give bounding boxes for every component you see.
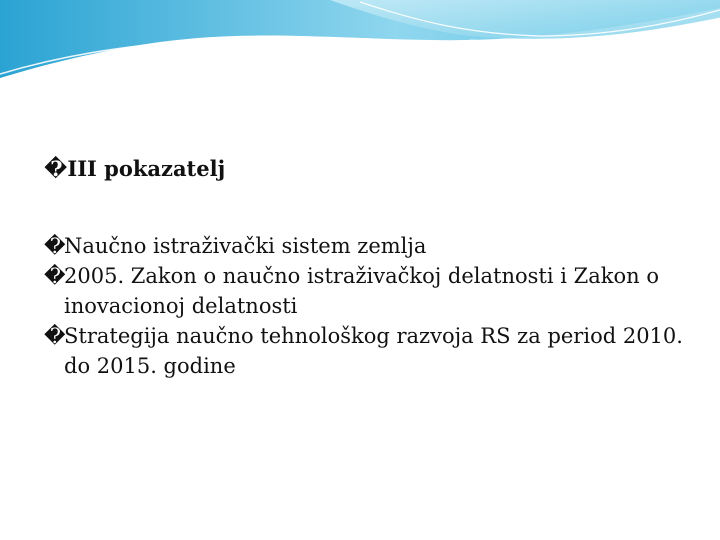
bullet-text: 2005. Zakon o naučno istraživačkoj delatnosti i Zakon o inovacionoj delatnosti (64, 264, 659, 318)
list-item (44, 231, 684, 261)
bullet-glyph: � (44, 264, 66, 288)
bullet-text: Naučno istraživački sistem zemlja (64, 234, 427, 258)
list-item (44, 261, 684, 321)
list-item (44, 321, 684, 381)
bullet-glyph: � (44, 156, 68, 181)
header-wave-decoration (0, 0, 720, 90)
bullet-list (44, 231, 684, 381)
bullet-glyph: � (44, 324, 66, 348)
bullet-glyph: � (44, 234, 66, 258)
bullet-text: Strategija naučno tehnološkog razvoja RS za period 2010. do 2015. godine (64, 324, 683, 378)
heading-text: III pokazatelj (67, 156, 226, 181)
slide-heading (44, 156, 225, 181)
